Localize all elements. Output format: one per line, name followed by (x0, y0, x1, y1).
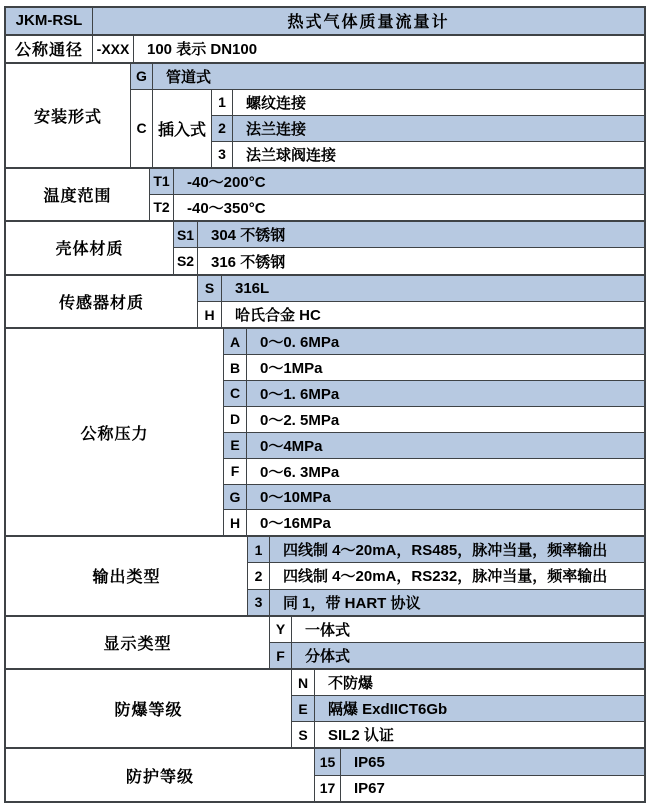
option-code: H (198, 302, 222, 327)
diameter-code: -XXX (93, 36, 134, 62)
temperature-label: 温度范围 (6, 169, 150, 221)
option-code: S (292, 722, 315, 747)
option-row (150, 194, 644, 220)
install-pipe-code: G (131, 64, 153, 90)
option-code: B (224, 355, 247, 380)
option-code: D (224, 407, 247, 432)
option-code: A (224, 329, 247, 354)
option-row (150, 169, 644, 194)
display-label: 显示类型 (6, 617, 270, 669)
option-code: 15 (315, 749, 341, 774)
option-row (224, 329, 644, 354)
install-conn-row (212, 90, 644, 115)
option-desc: -40～200°C (187, 173, 266, 191)
option-code: T1 (150, 169, 174, 194)
pressure-label: 公称压力 (6, 329, 224, 535)
option-row (224, 509, 644, 535)
option-code: N (292, 670, 315, 695)
option-code: E (224, 433, 247, 458)
sensor-label: 传感器材质 (6, 276, 198, 328)
header-row (6, 8, 644, 34)
option-desc: 0～1MPa (260, 360, 323, 378)
option-code: S1 (174, 222, 198, 247)
option-row (224, 484, 644, 510)
option-code: S (198, 276, 222, 301)
conn-desc: 法兰连接 (246, 120, 307, 138)
install-pipe-desc: 管道式 (166, 68, 212, 86)
section-diameter (6, 34, 644, 62)
option-row (248, 589, 644, 615)
option-code: G (224, 485, 247, 510)
option-row (198, 276, 644, 301)
install-conn-row (212, 141, 644, 167)
option-row (224, 354, 644, 380)
option-desc: IP65 (354, 753, 385, 771)
option-desc: IP67 (354, 779, 385, 797)
option-row (292, 670, 644, 695)
option-code: F (224, 459, 247, 484)
option-row (292, 721, 644, 747)
option-desc: 0～10MPa (260, 489, 331, 507)
option-row (224, 380, 644, 406)
option-desc: 一体式 (305, 621, 351, 639)
option-desc: 0～6. 3MPa (260, 463, 340, 481)
option-desc: 316L (235, 279, 270, 297)
option-row (224, 432, 644, 458)
diameter-label: 公称通径 (6, 36, 93, 62)
output-label: 输出类型 (6, 537, 248, 614)
housing-label: 壳体材质 (6, 222, 174, 274)
section-sensor (6, 274, 644, 328)
option-desc: 316 不锈钢 (211, 253, 286, 271)
option-code: 1 (248, 537, 270, 562)
section-protection (6, 747, 644, 801)
option-desc: 0～0. 6MPa (260, 334, 340, 352)
explosion-label: 防爆等级 (6, 670, 292, 747)
option-code: 2 (248, 563, 270, 588)
conn-desc: 法兰球阀连接 (246, 146, 337, 164)
option-desc: 0～4MPa (260, 437, 323, 455)
option-row (224, 406, 644, 432)
option-desc: 隔爆 ExdIICT6Gb (328, 701, 448, 719)
option-code: S2 (174, 248, 198, 273)
option-row (198, 301, 644, 327)
option-code: Y (270, 617, 292, 642)
install-conn-row (212, 115, 644, 141)
section-install (6, 62, 644, 167)
model-selection-table (4, 6, 646, 803)
option-desc: -40～350°C (187, 199, 266, 217)
conn-desc: 螺纹连接 (246, 94, 307, 112)
option-desc: 不防爆 (328, 675, 374, 693)
section-explosion (6, 668, 644, 747)
option-row (224, 458, 644, 484)
install-insert-code: C (131, 90, 153, 167)
option-row (248, 562, 644, 588)
section-display (6, 615, 644, 669)
option-row (315, 749, 644, 774)
option-desc: 0～1. 6MPa (260, 385, 340, 403)
option-desc: 304 不锈钢 (211, 227, 286, 245)
protection-label: 防护等级 (6, 749, 315, 801)
conn-code: 3 (212, 142, 233, 167)
option-desc: 哈氏合金 HC (235, 307, 321, 325)
option-desc: 四线制 4～20mA，RS232，脉冲当量，频率输出 (283, 568, 608, 586)
option-code: F (270, 643, 292, 668)
table-title: 热式气体质量流量计 (287, 14, 450, 32)
section-temperature (6, 167, 644, 221)
option-row (270, 642, 644, 668)
option-code: H (224, 510, 247, 535)
option-code: 3 (248, 590, 270, 615)
section-pressure (6, 327, 644, 535)
conn-code: 2 (212, 116, 233, 141)
option-row (292, 695, 644, 721)
option-row (248, 537, 644, 562)
option-code: T2 (150, 195, 174, 220)
option-row (174, 222, 644, 247)
option-code: C (224, 381, 247, 406)
option-desc: SIL2 认证 (328, 727, 394, 745)
section-housing (6, 220, 644, 274)
option-desc: 0～2. 5MPa (260, 411, 340, 429)
install-insert-block (131, 89, 644, 167)
option-row (270, 617, 644, 642)
option-desc: 四线制 4～20mA，RS485，脉冲当量，频率输出 (283, 542, 608, 560)
option-code: E (292, 696, 315, 721)
install-label: 安装形式 (6, 64, 131, 167)
option-code: 17 (315, 776, 341, 801)
option-desc: 0～16MPa (260, 515, 331, 533)
conn-code: 1 (212, 90, 233, 115)
option-row (315, 775, 644, 801)
section-output (6, 535, 644, 614)
install-row-pipe (131, 64, 644, 90)
model-code: JKM-RSL (6, 8, 93, 34)
option-desc: 同 1，带 HART 协议 (283, 594, 421, 612)
option-desc: 分体式 (305, 648, 351, 666)
install-insert-name: 插入式 (153, 90, 212, 167)
diameter-desc: 100 表示 DN100 (147, 41, 258, 59)
option-row (174, 247, 644, 273)
